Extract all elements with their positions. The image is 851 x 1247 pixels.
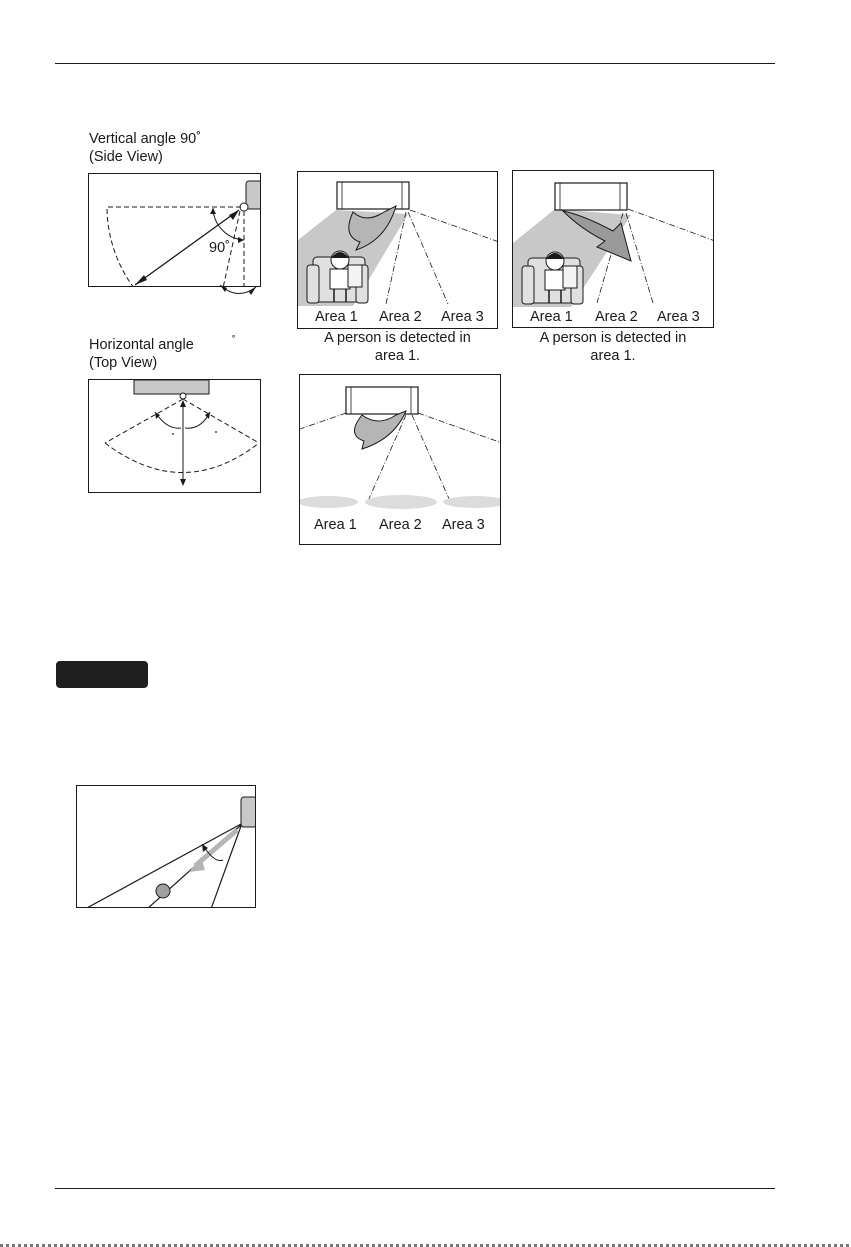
header-rule: [55, 63, 775, 64]
scene-2-caption-line-1: A person is detected in: [539, 330, 687, 346]
person-in-armchair: [522, 252, 583, 304]
scene-1-area-3-label: Area 3: [441, 309, 484, 325]
sensor-range-diagram: [76, 785, 256, 908]
scene-2-area-3-label: Area 3: [657, 309, 700, 325]
scene-3-area-1-label: Area 1: [314, 517, 357, 533]
scene-3-area-2-label: Area 2: [379, 517, 422, 533]
top-view-title: Horizontal angle: [89, 337, 194, 353]
scene-1-caption-line-2: area 1.: [374, 348, 421, 364]
side-view-subtitle: (Side View): [89, 149, 163, 165]
scene-1-caption-line-1: A person is detected in: [324, 330, 471, 346]
scene-2-caption-line-2: area 1.: [590, 348, 636, 364]
footer-rule: [55, 1188, 775, 1189]
scene-3-area-3-label: Area 3: [442, 517, 485, 533]
detection-scene-3: [299, 374, 501, 545]
side-view-title: Vertical angle 90˚: [89, 131, 202, 147]
scene-1-area-2-label: Area 2: [379, 309, 422, 325]
top-view-degree: ˚: [232, 335, 236, 347]
person-in-armchair: [307, 251, 368, 303]
side-view-diagram: [88, 173, 261, 287]
scene-2-area-1-label: Area 1: [530, 309, 573, 325]
scene-2-area-2-label: Area 2: [595, 309, 638, 325]
top-view-diagram: [88, 379, 261, 493]
detection-scene-1: [297, 171, 498, 329]
detection-scene-2: [512, 170, 714, 328]
note-badge: [56, 661, 148, 688]
side-view-lower-arc: [214, 283, 264, 303]
top-view-subtitle: (Top View): [89, 355, 158, 371]
scene-1-area-1-label: Area 1: [315, 309, 358, 325]
side-view-angle-label: 90˚: [209, 240, 230, 256]
